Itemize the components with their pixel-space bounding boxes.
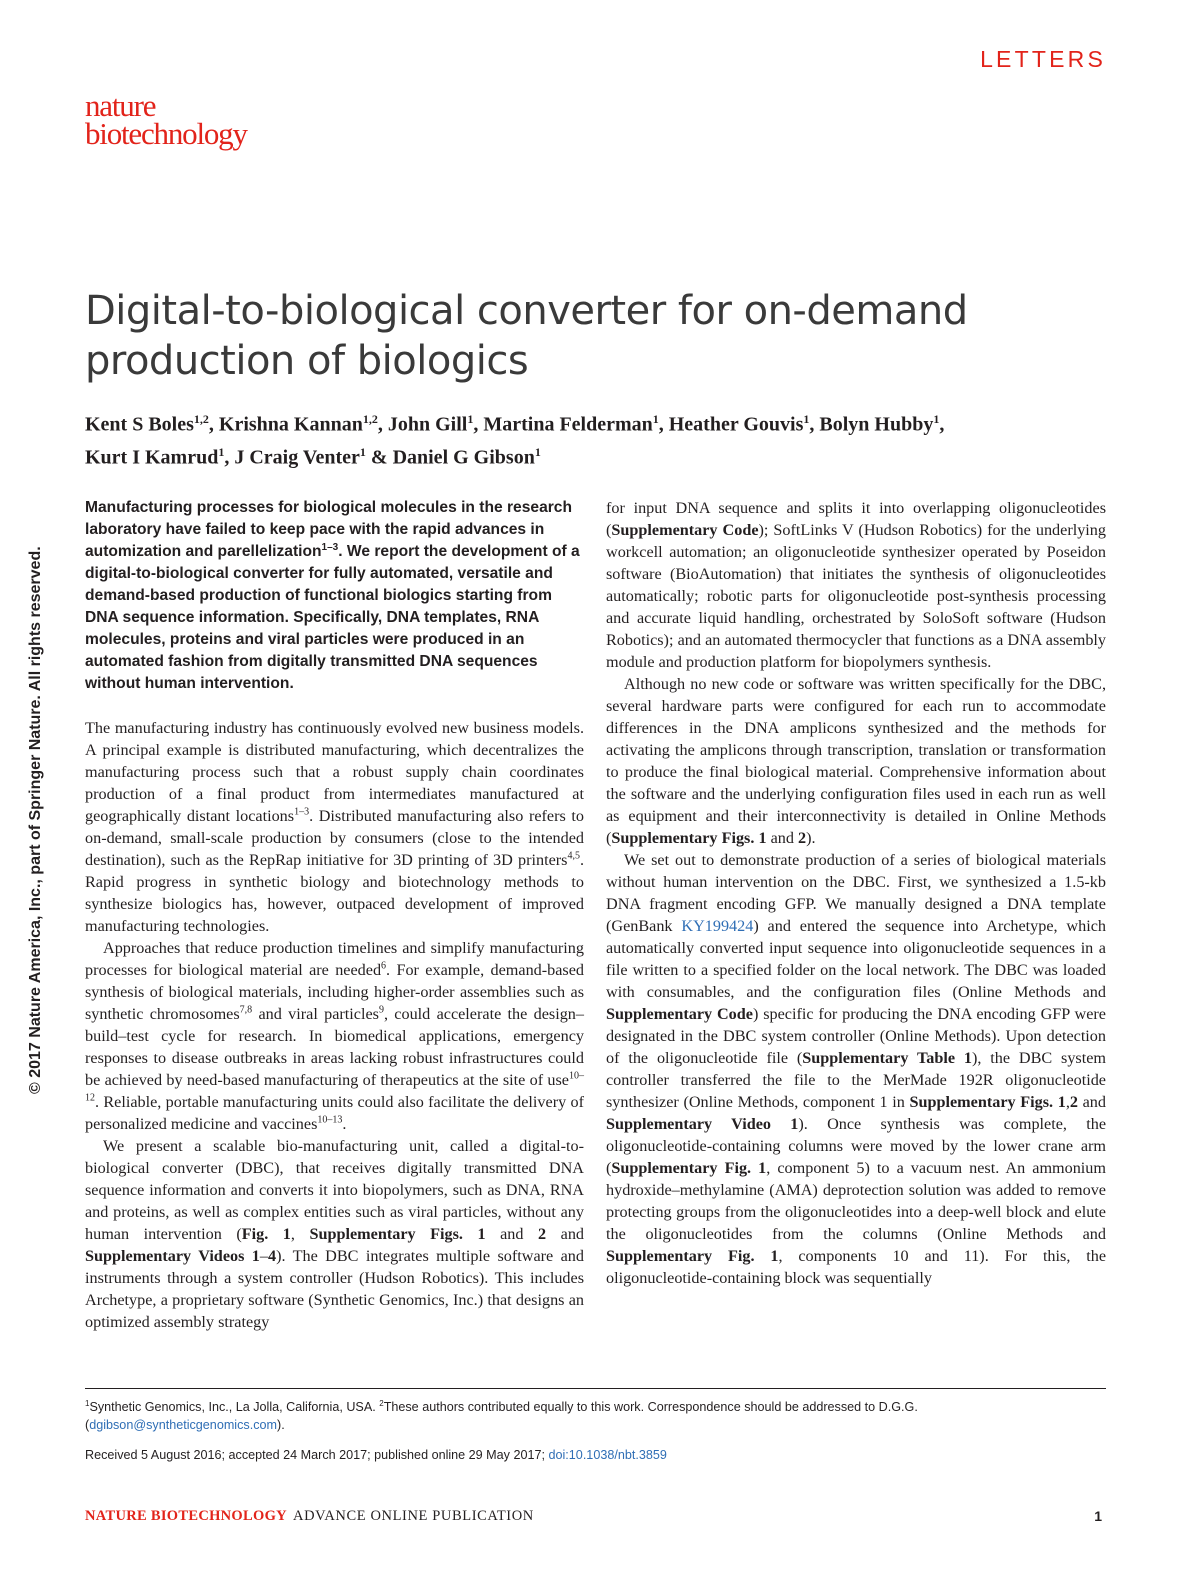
footer-journal-name: NATURE BIOTECHNOLOGY	[85, 1508, 287, 1524]
figure-reference: Supplementary Fig. 1	[606, 1247, 779, 1265]
author-affiliation: 1	[803, 412, 810, 426]
body-paragraph-1: The manufacturing industry has continuously evolved new business models. A principal example is distributed manufacturing, which decentralizes the manufacturing process such that a robust supply chain coordinates production of a final product from intermediates manufactured at geographically distant locations$^{1-3}$. Distributed manufacturing also refers to on-demand, small-scale production by consumers (close to the intended destination), such as the RepRap initiative for 3D printing of 3D printers$^{4,5}$. Rapid progress in synthetic biology and biotechnology methods to synthesize biologics has, however, outpaced development of improved manufacturing technologies.	[85, 719, 585, 935]
figure-reference: 4	[267, 1247, 277, 1265]
author-separator: ,	[939, 413, 945, 436]
body-paragraph-3: We present a scalable bio-manufacturing unit, called a digital-to-biological converter (DBC), that receives digitally transmitted DNA sequence information and converts it into biopolymers, such as DNA, RNA and proteins, as well as complex entities such as viral particles, without any human intervention (Fig. 1, Supplementary Figs. 1 and 2 and Supplementary Videos 1–4). The DBC integrates multiple software and instruments through a system controller (Hudson Robotics). This includes Archetype, a proprietary software (Synthetic Genomics, Inc.) that designs an optimized assembly strategy	[85, 1137, 585, 1331]
author-name: Heather Gouvis	[668, 413, 804, 436]
correspondence-email-link[interactable]: dgibson@syntheticgenomics.com	[89, 1418, 277, 1432]
author-name: Martina Felderman	[483, 413, 653, 436]
citation: 9	[378, 1004, 384, 1016]
author-name: Kurt I Kamrud	[85, 446, 219, 469]
footnote-divider	[85, 1388, 1106, 1389]
figure-reference: Fig. 1	[241, 1225, 291, 1243]
right-column	[606, 497, 1106, 1289]
figure-reference: Supplementary Video 1	[606, 1115, 799, 1133]
author-name: Kent S Boles	[85, 413, 194, 436]
figure-reference: Supplementary Videos 1	[85, 1247, 260, 1265]
author-affiliation: 1	[534, 444, 541, 459]
footnotes	[85, 1398, 1106, 1464]
journal-logo-line2: biotechnology	[85, 116, 247, 151]
author-affiliation: 1	[218, 444, 225, 459]
figure-reference: Supplementary Code	[606, 1005, 753, 1023]
figure-reference: Supplementary Figs. 1	[909, 1093, 1066, 1111]
citation: 10–13	[317, 1114, 343, 1126]
author-separator: ,	[224, 446, 235, 469]
figure-reference: 2	[1069, 1093, 1078, 1111]
figure-reference: 2	[538, 1225, 547, 1243]
citation: 4,5	[567, 850, 580, 862]
figure-reference: 2	[798, 829, 807, 847]
footer-publication-label: ADVANCE ONLINE PUBLICATION	[293, 1508, 534, 1524]
author-separator: ,	[377, 413, 388, 436]
author-name: J Craig Venter	[234, 446, 360, 469]
genbank-link[interactable]: KY199424	[681, 917, 754, 935]
author-affiliation: 1	[933, 412, 940, 426]
copyright-notice: © 2017 Nature America, Inc., part of Springer Nature. All rights reserved.	[27, 546, 44, 1094]
body-paragraph-6: We set out to demonstrate production of a series of biological materials without human intervention on the DBC. First, we synthesized a 1.5-kb DNA fragment encoding GFP. We manually designed a DNA template (GenBank KY199424) and entered the sequence into Archetype, which automatically converted input sequence into oligonucleotide sequences in a file written to a specified folder on the local network. The DBC was loaded with consumables, and the configuration files (Online Methods and Supplementary Code) specific for producing the DNA encoding GFP were designated in the DBC system controller (Online Methods). Upon detection of the oligonucleotide file (Supplementary Table 1), the DBC system controller transferred the file to the MerMade 192R oligonucleotide synthesizer (Online Methods, component 1 in Supplementary Figs. 1,2 and Supplementary Video 1). Once synthesis was complete, the oligonucleotide-containing columns were moved by the lower crane arm (Supplementary Fig. 1, component 5) to a vacuum nest. An ammonium hydroxide–methylamine (AMA) deprotection solution was added to remove protecting groups from the oligonucleotides into a deep-well block and elute the oligonucleotides from the columns (Online Methods and Supplementary Fig. 1, components 10 and 11). For this, the oligonucleotide-containing block was sequentially	[606, 851, 1107, 1287]
author-separator: ,	[208, 413, 219, 436]
section-label: LETTERS	[980, 46, 1106, 72]
author-separator: ,	[473, 413, 484, 436]
page-number: 1	[1094, 1508, 1102, 1524]
journal-logo-line1: nature	[85, 88, 156, 123]
figure-reference: Supplementary Fig. 1	[611, 1159, 767, 1177]
doi-link[interactable]: doi:10.1038/nbt.3859	[548, 1448, 667, 1462]
affiliations-note: $^1$Synthetic Genomics, Inc., La Jolla, California, USA. $^2$These authors contributed equally to this work. Correspondence should be addressed to D.G.G. (dgibson@syntheticgenomics.com).	[85, 1398, 918, 1432]
author-name: Krishna Kannan	[218, 413, 363, 436]
article-title: Digital-to-biological converter for on-demand production of biologics	[85, 288, 968, 384]
body-paragraph-5: Although no new code or software was written specifically for the DBC, several hardware parts were configured for each run to accommodate differences in the DNA amplicons synthesized and the methods for activating the amplicons through transcription, translation or transformation to produce the final biological material. Comprehensive information about the software and the underlying configuration files used in each run as well as equipment and their interconnectivity is detailed in Online Methods (Supplementary Figs. 1 and 2).	[606, 675, 1106, 847]
author-name: Daniel G Gibson	[392, 446, 535, 469]
author-affiliation: 1	[467, 412, 474, 426]
author-affiliation: 1	[652, 412, 659, 426]
journal-logo	[85, 88, 247, 151]
figure-reference: Supplementary Table 1	[802, 1049, 972, 1067]
abstract: Manufacturing processes for biological molecules in the research laboratory have failed to keep pace with the rapid advances in automization and parellelization$^{1-3}$. We report the development of a digital-to-biological converter for fully automated, versatile and demand-based production of functional biologics starting from DNA sequence information. Specifically, DNA templates, RNA molecules, proteins and viral particles were produced in an automated fashion from digitally transmitted DNA sequences without human intervention.	[85, 499, 580, 692]
citation: 1–3	[294, 806, 310, 818]
citation: 6	[381, 960, 387, 972]
citation: 7,8	[239, 1004, 253, 1016]
author-separator: ,	[809, 413, 820, 436]
author-list	[85, 406, 1115, 471]
body-paragraph-2: Approaches that reduce production timelines and simplify manufacturing processes for biological material are needed$^6$. For example, demand-based synthesis of biological materials, including higher-order assemblies such as synthetic chromosomes$^{7,8}$ and viral particles$^9$, could accelerate the design–build–test cycle for research. In biomedical applications, emergency responses to disease outbreaks in areas lacking robust infrastructures could be achieved by need-based manufacturing of therapeutics at the site of use$^{10-12}$. Reliable, portable manufacturing units could also facilitate the delivery of personalized medicine and vaccines$^{10-13}$.	[85, 939, 585, 1133]
author-separator: ,	[658, 413, 669, 436]
author-affiliation: 1,2	[362, 412, 378, 426]
figure-reference: Supplementary Figs. 1	[611, 829, 767, 847]
body-paragraph-4: for input DNA sequence and splits it into overlapping oligonucleotides (Supplementary Code); SoftLinks V (Hudson Robotics) for the underlying workcell automation; an oligonucleotide synthesizer operated by Poseidon software (BioAutomation) that initiates the synthesis of oligonucleotides automatically; robotic parts for oligonucleotide post-synthesis processing and accurate liquid handling, orchestrated by SoloSoft software (Hudson Robotics); and an automated thermocycler that functions as a DNA assembly module and production platform for biopolymers synthesis.	[606, 499, 1106, 671]
author-affiliation: 1	[359, 444, 366, 459]
author-name: Bolyn Hubby	[819, 413, 934, 436]
author-name: John Gill	[387, 413, 468, 436]
citation: 10–12	[85, 1070, 584, 1104]
figure-reference: Supplementary Code	[611, 521, 759, 539]
author-separator: &	[365, 446, 393, 469]
figure-reference: Supplementary Figs. 1	[309, 1225, 486, 1243]
author-affiliation: 1,2	[193, 412, 209, 426]
left-column	[85, 497, 584, 1333]
publication-dates: Received 5 August 2016; accepted 24 March 2017; published online 29 May 2017; doi:10.1038/nbt.3859	[85, 1448, 667, 1462]
